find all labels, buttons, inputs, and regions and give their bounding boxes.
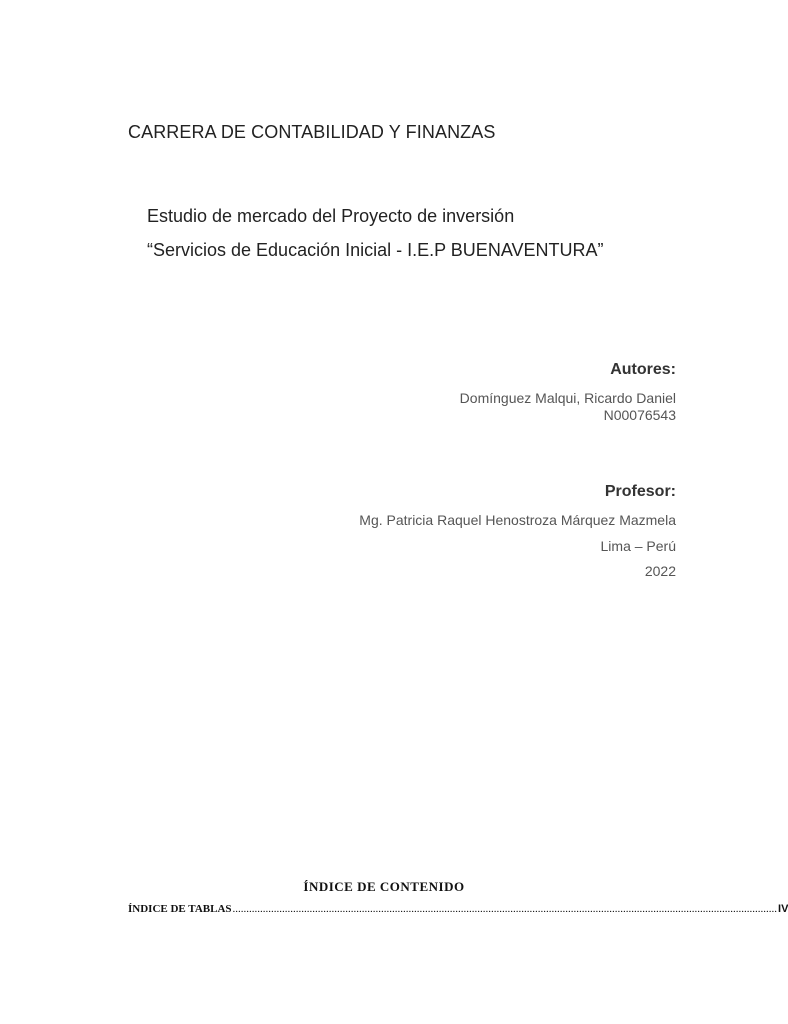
toc-entry[interactable]	[128, 903, 788, 915]
study-title-line-1: Estudio de mercado del Proyecto de inversión	[147, 206, 515, 226]
year: 2022	[644, 563, 676, 579]
toc-leader-dots: ......................................................................................................................................................................................................	[232, 903, 778, 915]
toc-entry-label: ÍNDICE DE TABLAS	[128, 903, 232, 915]
place: Lima – Perú	[600, 538, 676, 554]
author-id: N00076543	[603, 407, 676, 423]
author-name: Domínguez Malqui, Ricardo Daniel	[459, 390, 676, 406]
toc-title: ÍNDICE DE CONTENIDO	[303, 879, 465, 894]
career-title: CARRERA DE CONTABILIDAD Y FINANZAS	[128, 122, 496, 142]
authors-heading: Autores:	[610, 361, 676, 378]
professor-heading: Profesor:	[604, 483, 676, 500]
professor-name: Mg. Patricia Raquel Henostroza Márquez Mazmela	[359, 512, 676, 528]
toc-entry-page: IV	[778, 903, 788, 915]
study-title-line-2: “Servicios de Educación Inicial - I.E.P BUENAVENTURA”	[147, 240, 604, 260]
